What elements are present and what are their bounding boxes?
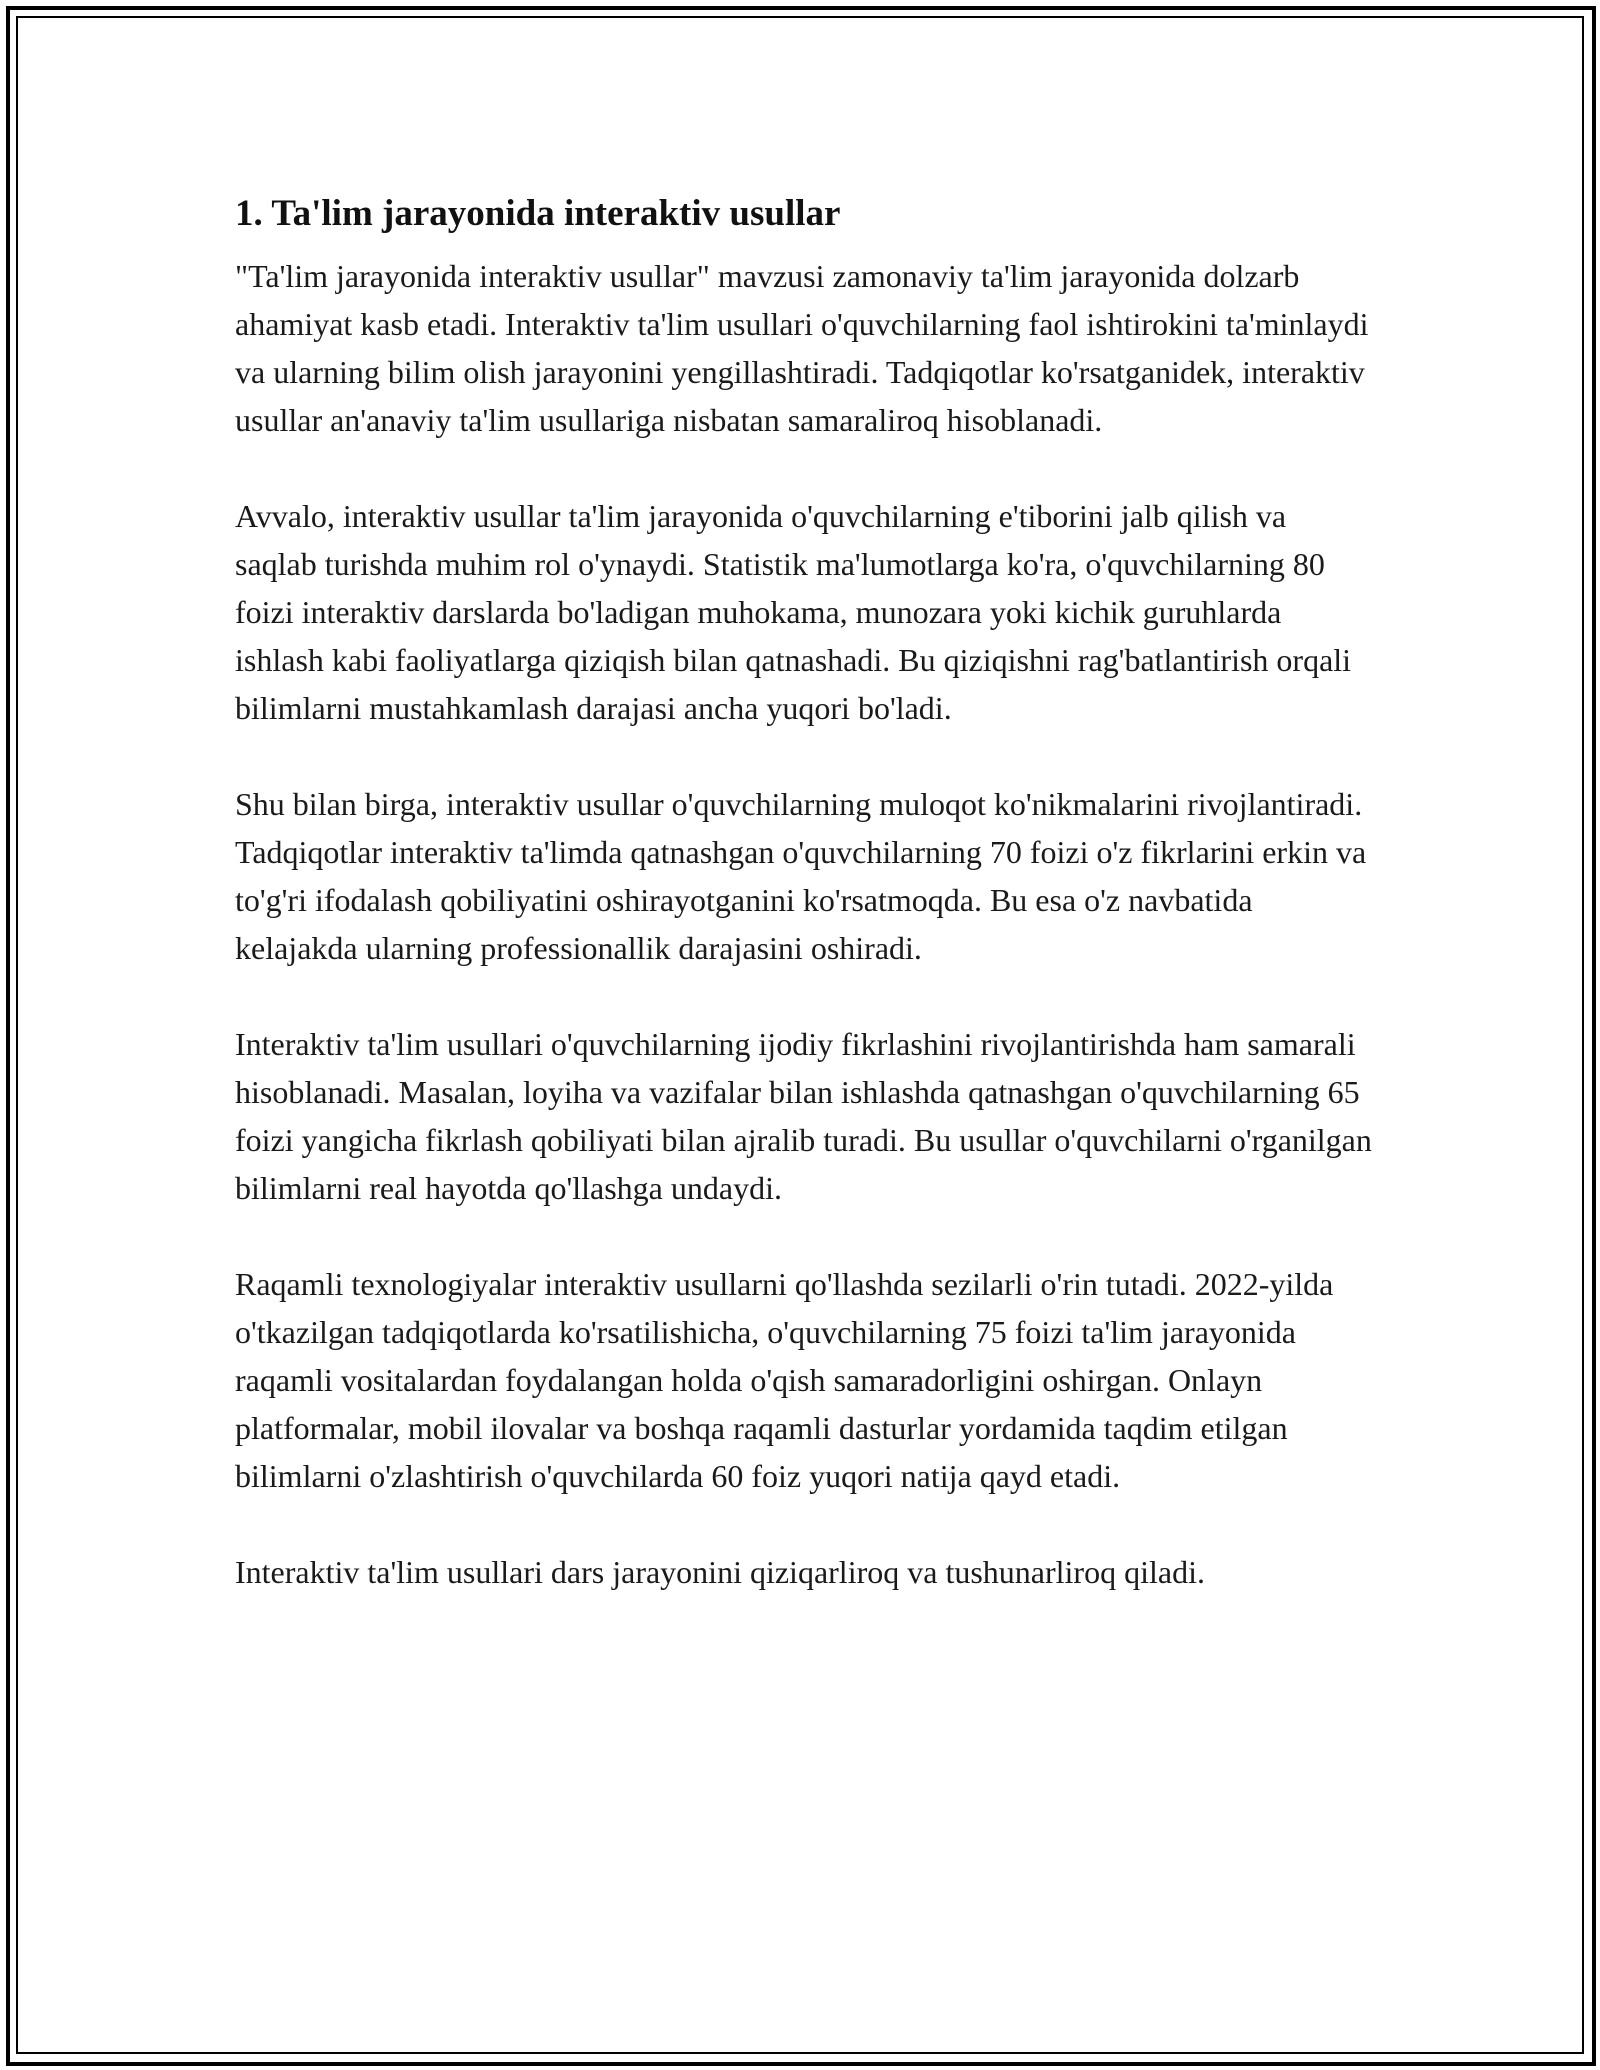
paragraph-1: "Ta'lim jarayonida interaktiv usullar" mavzusi zamonaviy ta'lim jarayonida dolzarb ahamiyat kasb etadi. Interaktiv ta'lim usullari o'quvchilarning faol ishtirokini ta'minlaydi va ularning bilim olish jarayonini yengillashtiradi. Tadqiqotlar ko'rsatganidek, interaktiv usullar an'anaviy ta'lim usullariga nisbatan samaraliroq hisoblanadi. — [235, 258, 1369, 438]
paragraph-5: Raqamli texnologiyalar interaktiv usullarni qo'llashda sezilarli o'rin tutadi. 2022-yilda o'tkazilgan tadqiqotlarda ko'rsatilishicha, o'quvchilarning 75 foizi ta'lim jarayonida raqamli vositalardan foydalangan holda o'qish samaradorligini oshirgan. Onlayn platformalar, mobil ilovalar va boshqa raqamli dasturlar yordamida taqdim etilgan bilimlarni o'zlashtirish o'quvchilarda 60 foiz yuqori natija qayd etadi. — [235, 1266, 1334, 1494]
section-heading: 1. Ta'lim jarayonida interaktiv usullar — [235, 193, 841, 234]
paragraph-6: Interaktiv ta'lim usullari dars jarayonini qiziqarliroq va tushunarliroq qiladi. — [235, 1554, 1205, 1590]
paragraph-4: Interaktiv ta'lim usullari o'quvchilarning ijodiy fikrlashini rivojlantirishda ham samarali hisoblanadi. Masalan, loyiha va vazifalar bilan ishlashda qatnashgan o'quvchilarning 65 foizi yangicha fikrlash qobiliyati bilan ajralib turadi. Bu usullar o'quvchilarni o'rganilgan bilimlarni real hayotda qo'llashga undaydi. — [235, 1026, 1372, 1206]
document-content — [235, 188, 1375, 1596]
paragraph-3: Shu bilan birga, interaktiv usullar o'quvchilarning muloqot ko'nikmalarini rivojlantiradi. Tadqiqotlar interaktiv ta'limda qatnashgan o'quvchilarning 70 foizi o'z fikrlarini erkin va to'g'ri ifodalash qobiliyatini oshirayotganini ko'rsatmoqda. Bu esa o'z navbatida kelajakda ularning professionallik darajasini oshiradi. — [235, 786, 1367, 966]
paragraph-2: Avvalo, interaktiv usullar ta'lim jarayonida o'quvchilarning e'tiborini jalb qilish va saqlab turishda muhim rol o'ynaydi. Statistik ma'lumotlarga ko'ra, o'quvchilarning 80 foizi interaktiv darslarda bo'ladigan muhokama, munozara yoki kichik guruhlarda ishlash kabi faoliyatlarga qiziqish bilan qatnashadi. Bu qiziqishni rag'batlantirish orqali bilimlarni mustahkamlash darajasi ancha yuqori bo'ladi. — [235, 498, 1352, 726]
